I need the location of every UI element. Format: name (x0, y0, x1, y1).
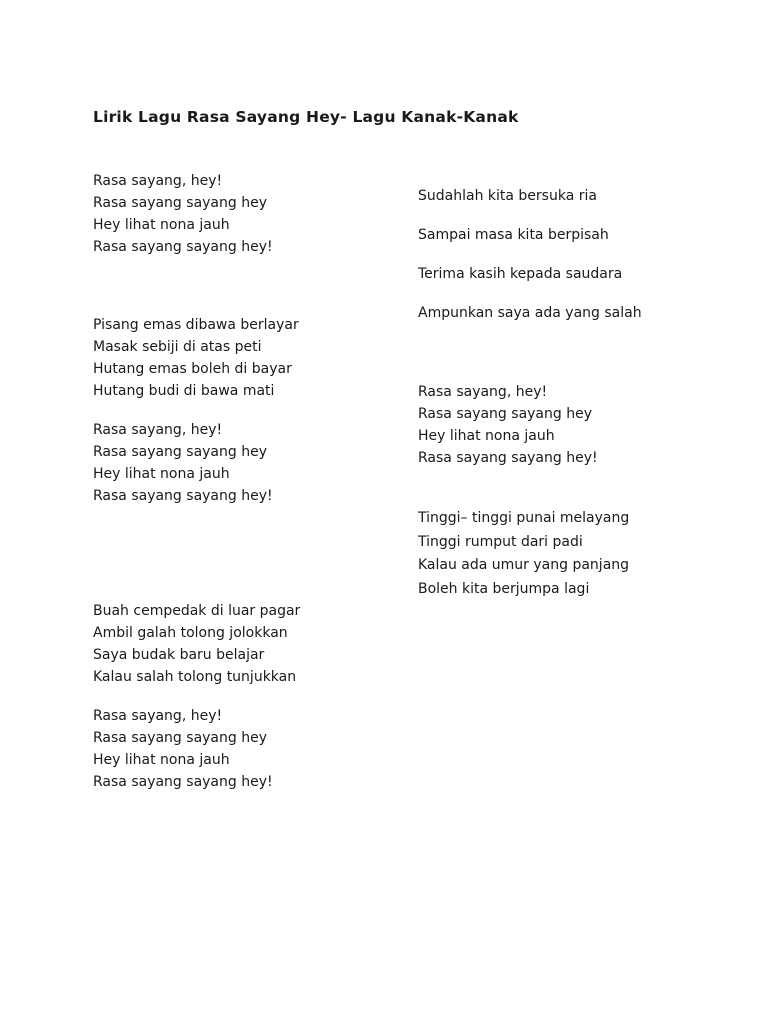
right-stanza-3 (418, 507, 629, 601)
left-stanza-1 (93, 170, 273, 258)
lyric-line: Hey lihat nona jauh (93, 466, 230, 482)
lyric-line: Sampai masa kita berpisah (418, 227, 609, 243)
lyric-line: Ambil galah tolong jolokkan (93, 625, 288, 641)
lyric-line: Hutang emas boleh di bayar (93, 361, 292, 377)
lyric-line: Rasa sayang sayang hey (93, 195, 267, 211)
lyric-line: Rasa sayang sayang hey! (93, 239, 273, 255)
lyric-line: Pisang emas dibawa berlayar (93, 317, 299, 333)
lyric-line: Tinggi rumput dari padi (418, 533, 583, 550)
lyric-line: Rasa sayang, hey! (93, 708, 223, 724)
lyric-line: Hey lihat nona jauh (93, 217, 230, 233)
lyric-line: Rasa sayang sayang hey (93, 730, 267, 746)
document-title: Lirik Lagu Rasa Sayang Hey- Lagu Kanak-Kanak (93, 108, 519, 126)
lyric-line: Rasa sayang sayang hey (418, 406, 592, 422)
lyric-line: Hutang budi di bawa mati (93, 383, 275, 399)
lyric-line: Hey lihat nona jauh (418, 428, 555, 444)
left-stanza-2 (93, 314, 299, 402)
lyric-line: Rasa sayang sayang hey! (93, 488, 273, 504)
lyric-line: Rasa sayang sayang hey! (93, 774, 273, 790)
lyric-line: Rasa sayang, hey! (93, 422, 223, 438)
right-stanza-1 (418, 185, 642, 341)
left-stanza-5 (93, 705, 273, 793)
lyric-line: Terima kasih kepada saudara (418, 266, 623, 282)
lyric-line: Kalau ada umur yang panjang (418, 557, 630, 573)
left-stanza-3 (93, 419, 273, 507)
lyric-line: Kalau salah tolong tunjukkan (93, 669, 297, 685)
lyric-line: Hey lihat nona jauh (93, 752, 230, 768)
lyric-line: Rasa sayang sayang hey (93, 444, 267, 460)
lyric-line: Rasa sayang, hey! (418, 384, 548, 400)
lyric-line: Buah cempedak di luar pagar (93, 603, 301, 619)
lyric-line: Ampunkan saya ada yang salah (418, 305, 642, 321)
lyric-line: Rasa sayang sayang hey! (418, 450, 598, 466)
lyric-line: Masak sebiji di atas peti (93, 339, 262, 355)
lyric-line: Saya budak baru belajar (93, 647, 265, 663)
lyric-line: Rasa sayang, hey! (93, 173, 223, 189)
right-stanza-2 (418, 381, 598, 469)
lyric-line: Boleh kita berjumpa lagi (418, 580, 590, 597)
lyric-line: Tinggi– tinggi punai melayang (418, 510, 630, 526)
lyric-line: Sudahlah kita bersuka ria (418, 188, 597, 204)
left-stanza-4 (93, 600, 300, 688)
